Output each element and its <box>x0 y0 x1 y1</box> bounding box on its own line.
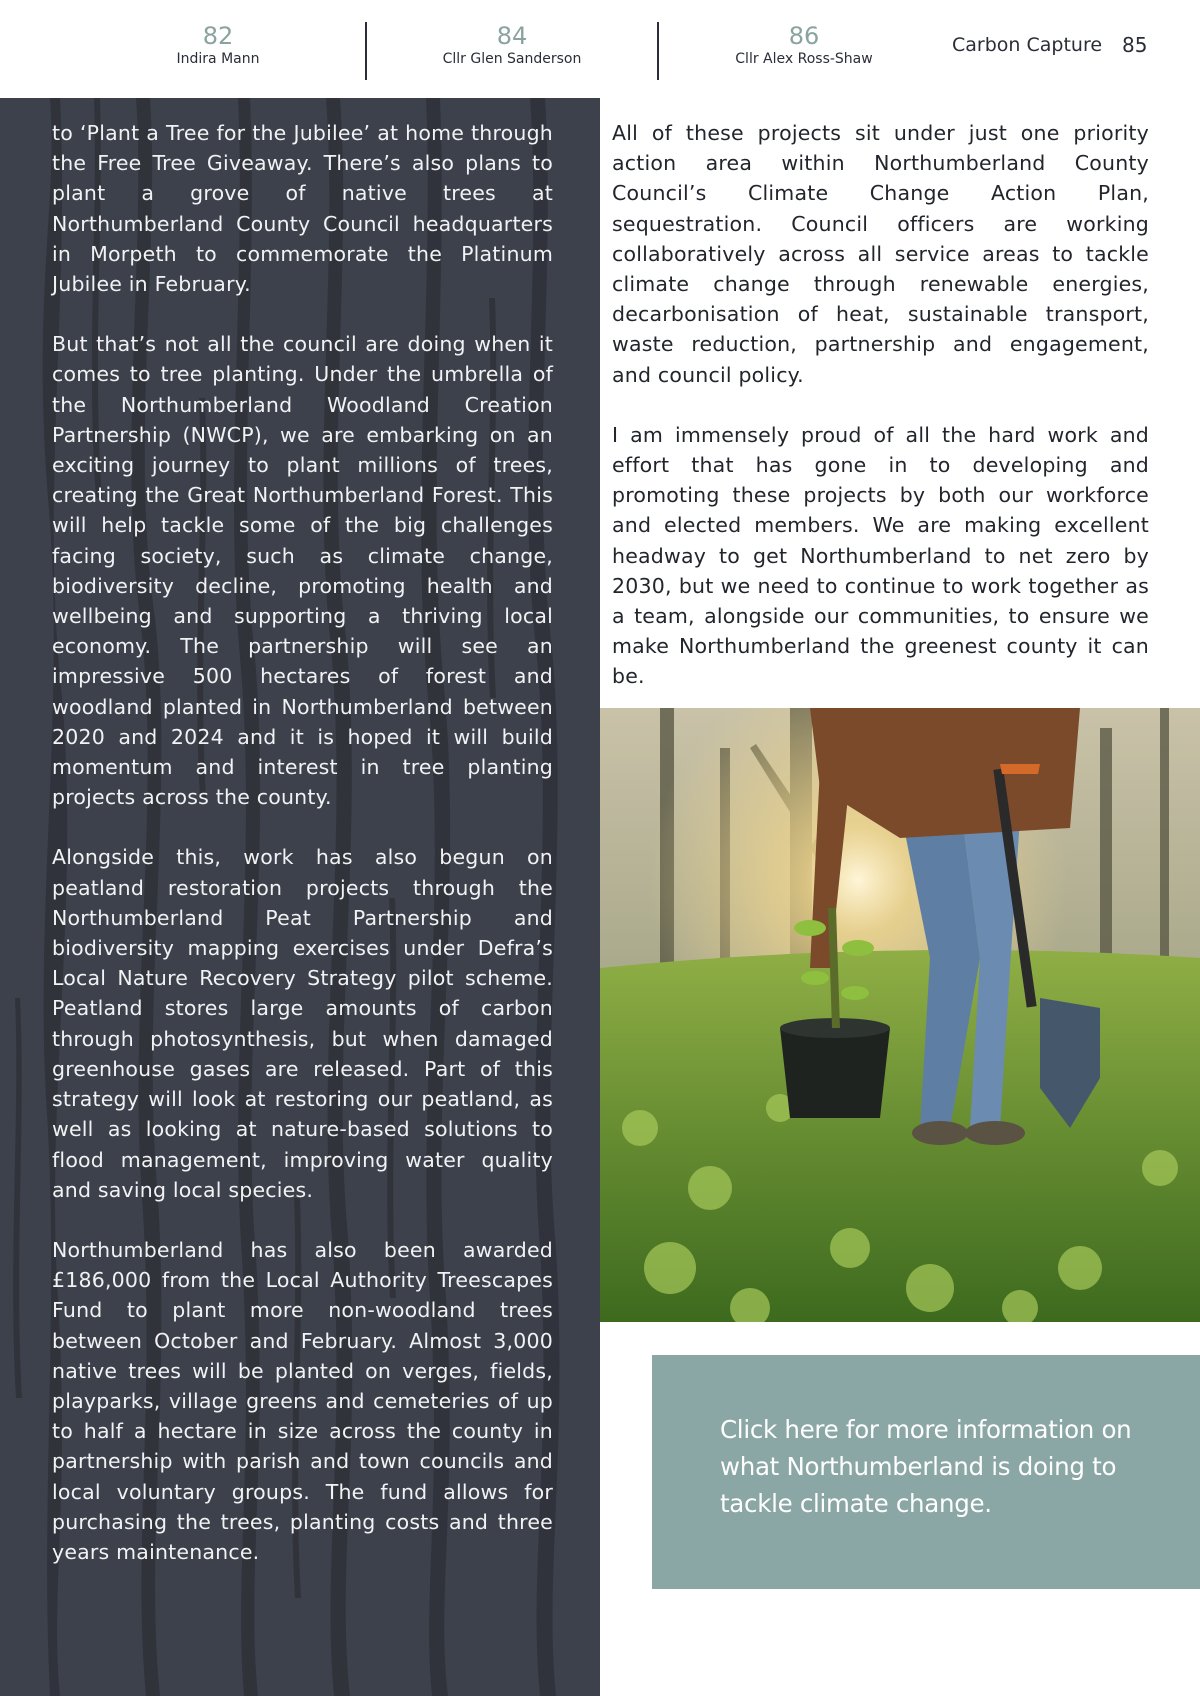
nav-link-page-84[interactable] <box>366 22 658 82</box>
article-paragraph: Alongside this, work has also begun on peatland restoration projects through the Northumberland Peat Partnership and biodiversity mapping exercises under Defra’s Local Nature Recovery Strategy pilot scheme. Peatland stores large amounts of carbon through photosynthesis, but when damaged greenhouse gases are released. Part of this strategy will look at restoring our peatland, as well as looking at nature-based solutions to flood management, improving water quality and saving local species. <box>52 845 553 1202</box>
page-number: 85 <box>1122 33 1148 57</box>
article-paragraph: to ‘Plant a Tree for the Jubilee’ at home through the Free Tree Giveaway. There’s also plans to plant a grove of native trees at Northumberland County Council headquarters in Morpeth to commemorate the Platinum Jubilee in February. <box>52 121 553 297</box>
nav-link-page-82[interactable] <box>72 22 364 82</box>
tree-planting-photo <box>600 708 1200 1322</box>
nav-author-name: Cllr Glen Sanderson <box>442 51 582 67</box>
nav-link-page-86[interactable] <box>658 22 950 82</box>
nav-author-name: Cllr Alex Ross-Shaw <box>735 51 873 67</box>
article-paragraph: But that’s not all the council are doing when it comes to tree planting. Under the umbrella of the Northumberland Woodland Creation Partnership (NWCP), we are embarking on an exciting journey to plant millions of trees, creating the Great Northumberland Forest. This will help tackle some of the big challenges facing society, such as climate change, biodiversity decline, promoting health and wellbeing and supporting a thriving local economy. The partnership will see an impressive 500 hectares of forest and woodland planted in Northumberland between 2020 and 2024 and it is hoped it will build momentum and interest in tree planting projects across the county. <box>52 332 553 810</box>
left-article-text <box>52 118 553 1597</box>
left-text-panel <box>0 98 600 1696</box>
nav-page-number: 82 <box>202 22 234 50</box>
page-header <box>0 0 1200 98</box>
article-paragraph: All of these projects sit under just one priority action area within Northumberland County Council’s Climate Change Action Plan, sequestration. Council officers are working collaboratively across all service areas to tackle climate change through renewable energies, decarbonisation of heat, sustainable transport, waste reduction, partnership and engagement, and council policy. <box>612 121 1149 387</box>
article-paragraph: I am immensely proud of all the hard work and effort that has gone in to developing and promoting these projects by both our workforce and elected members. We are making excellent headway to get Northumberland to net zero by 2030, but we need to continue to work together as a team, alongside our communities, to ensure we make Northumberland the greenest county it can be. <box>612 422 1149 689</box>
right-article-text <box>612 118 1149 722</box>
article-paragraph: Northumberland has also been awarded £186,000 from the Local Authority Treescapes Fund to plant more non-woodland trees between October and February. Almost 3,000 native trees will be planted on verges, fields, playparks, village greens and cemeteries of up to half a hectare in size across the county in partnership with parish and town councils and local voluntary groups. The fund allows for purchasing the trees, planting costs and three years maintenance. <box>52 1237 553 1564</box>
nav-author-name: Indira Mann <box>176 51 260 67</box>
tree-planting-illustration <box>600 708 1200 1322</box>
nav-page-number: 86 <box>788 22 820 50</box>
section-title: Carbon Capture <box>952 34 1103 56</box>
more-info-link[interactable] <box>652 1355 1200 1589</box>
nav-page-number: 84 <box>496 22 528 50</box>
more-info-link-text: Click here for more information on what Northumberland is doing to tackle climate change. <box>720 1415 1132 1518</box>
